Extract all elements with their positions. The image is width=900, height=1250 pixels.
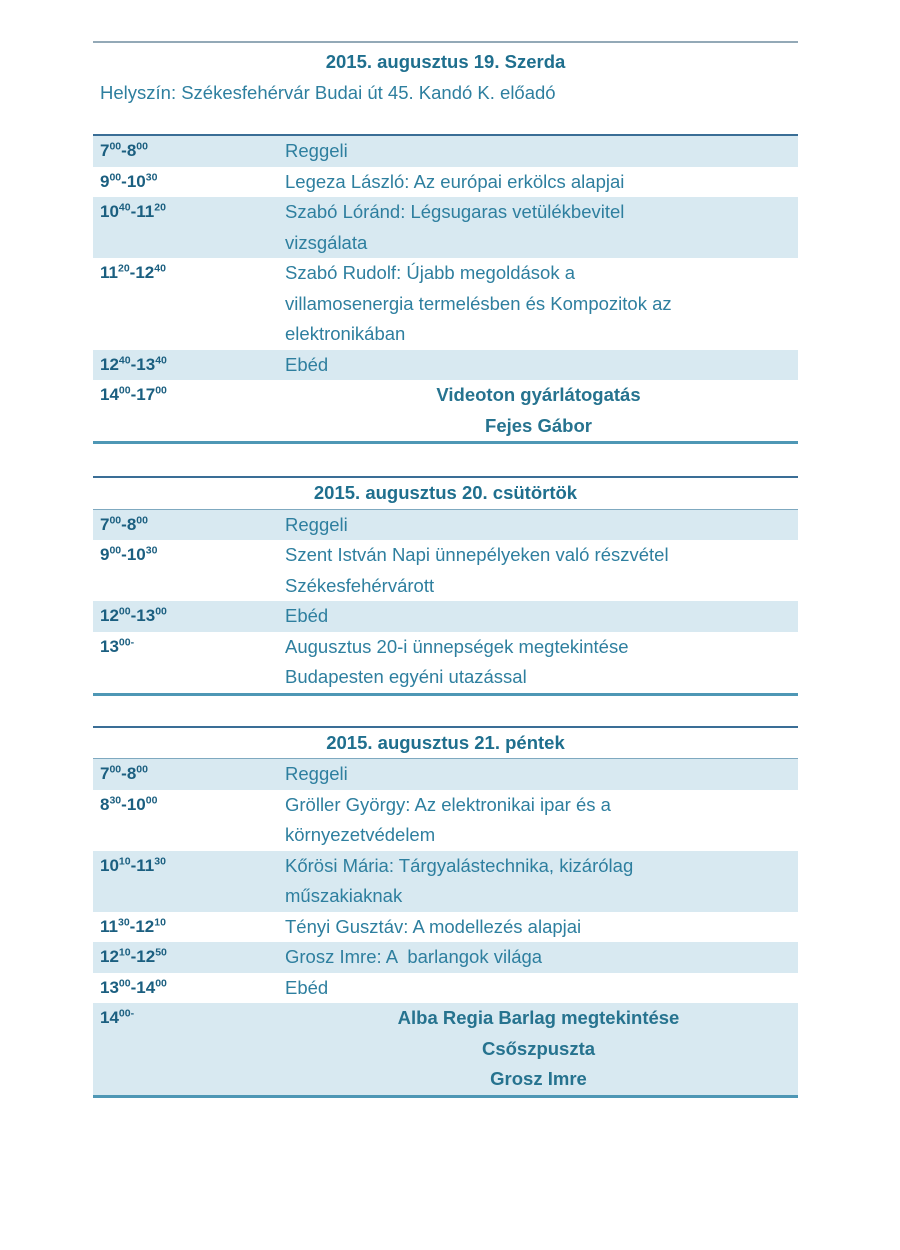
schedule-row <box>93 790 798 851</box>
time-end: -11 <box>130 202 155 221</box>
activity-line: Szabó Rudolf: Újabb megoldások a <box>285 262 576 283</box>
time-cell <box>93 632 285 693</box>
day-header-row <box>93 478 798 510</box>
time-end: -8 <box>121 764 137 783</box>
activity-cell <box>285 912 798 943</box>
activity-line: Budapesten egyéni utazással <box>285 666 527 687</box>
time-start-superscript: 00 <box>109 513 122 526</box>
activity-line: elektronikában <box>285 323 406 344</box>
time-start-superscript: 00 <box>118 976 131 989</box>
time-end: -13 <box>130 606 156 625</box>
day-title-aug21: 2015. augusztus 21. péntek <box>326 731 565 753</box>
activity-cell <box>285 197 798 258</box>
activity-cell <box>285 790 798 851</box>
time-end-superscript: 40 <box>154 262 166 275</box>
time-start-superscript: 00 <box>109 763 122 776</box>
time-end: -17 <box>130 385 156 404</box>
time-cell <box>93 350 285 381</box>
activity-line: Gröller György: Az elektronikai ipar és a <box>285 793 611 815</box>
activity-line: Augusztus 20-i ünnepségek megtekintése <box>285 635 629 657</box>
schedule-row <box>93 167 798 198</box>
time-start-superscript: 00 <box>109 140 122 153</box>
activity-cell <box>285 540 798 601</box>
time-start-superscript: 00 <box>118 605 131 618</box>
time-cell <box>93 942 285 973</box>
activity-line: Szent István Napi ünnepélyeken való részvétel <box>285 544 669 565</box>
time-end: -10 <box>121 171 146 191</box>
time-start-superscript: 00 <box>118 384 131 397</box>
time-end-superscript: 30 <box>145 170 158 183</box>
activity-line: villamosenergia termelésben és Kompozitok az <box>285 292 672 314</box>
time-end-superscript: 40 <box>155 353 167 366</box>
schedule-row <box>93 380 798 441</box>
time-end-superscript: 00 <box>136 513 148 526</box>
activity-line: Tényi Gusztáv: A modellezés alapjai <box>285 915 582 937</box>
time-end-superscript: 10 <box>154 915 166 928</box>
schedule-row <box>93 540 798 601</box>
schedule-row <box>93 851 798 912</box>
time-cell <box>93 136 285 167</box>
activity-line: Reggeli <box>285 513 348 535</box>
time-start: 14 <box>100 1008 119 1027</box>
time-start: 8 <box>100 794 110 814</box>
activity-cell <box>285 136 798 167</box>
schedule-row <box>93 973 798 1004</box>
time-start: 9 <box>100 171 110 191</box>
time-end: -13 <box>130 354 156 374</box>
time-end-superscript: 00 <box>145 793 158 806</box>
time-start: 7 <box>100 764 110 783</box>
schedule-row <box>93 601 798 632</box>
time-end: -8 <box>121 514 137 534</box>
time-cell <box>93 510 285 541</box>
time-start-superscript: 40 <box>118 201 131 214</box>
schedule-row <box>93 258 798 350</box>
time-start: 14 <box>100 385 119 404</box>
top-rule <box>93 41 798 43</box>
activity-line: Ebéd <box>285 976 329 998</box>
time-start: 12 <box>100 947 119 966</box>
time-cell <box>93 540 285 601</box>
activity-line: Grosz Imre: A barlangok világa <box>285 946 543 967</box>
activity-line: Szabó Lóránd: Légsugaras vetülékbevitel <box>285 201 625 222</box>
time-start: 13 <box>100 636 119 656</box>
time-cell <box>93 851 285 912</box>
activity-cell <box>285 973 798 1004</box>
activity-line: vizsgálata <box>285 231 368 253</box>
time-end-superscript: 20 <box>154 201 166 214</box>
activity-cell <box>285 258 798 350</box>
activity-cell <box>285 510 798 541</box>
time-start: 11 <box>100 916 118 936</box>
activity-line: Legeza László: Az európai erkölcs alapjai <box>285 170 625 192</box>
time-cell <box>93 601 285 632</box>
time-start-superscript: 30 <box>117 915 130 928</box>
schedule-table-aug19 <box>93 134 798 444</box>
time-start-superscript: 40 <box>118 353 131 366</box>
time-start: 12 <box>100 606 119 625</box>
day-header-row <box>93 728 798 760</box>
activity-cell <box>285 380 798 441</box>
time-end-superscript: 00 <box>155 384 167 397</box>
time-end: -12 <box>129 263 155 282</box>
time-start-superscript: 10 <box>118 854 131 867</box>
schedule-row <box>93 759 798 790</box>
activity-line: Alba Regia Barlag megtekintése <box>397 1007 680 1028</box>
day-title-aug19: 2015. augusztus 19. Szerda <box>325 51 566 72</box>
time-start: 9 <box>100 545 110 564</box>
schedule-table-aug20 <box>93 476 798 696</box>
time-start: 10 <box>100 855 119 875</box>
time-cell <box>93 258 285 350</box>
activity-line: műszakiaknak <box>285 885 403 906</box>
schedule-row <box>93 350 798 381</box>
time-start: 13 <box>100 977 119 997</box>
time-start-superscript: 00 <box>109 544 122 557</box>
schedule-row <box>93 632 798 693</box>
time-start: 10 <box>100 202 119 221</box>
schedule-row <box>93 942 798 973</box>
time-start-superscript: 30 <box>109 793 122 806</box>
time-cell <box>93 759 285 790</box>
activity-cell <box>285 601 798 632</box>
time-start-superscript: 00- <box>118 1007 135 1020</box>
activity-line: Reggeli <box>285 140 348 161</box>
activity-cell <box>285 851 798 912</box>
time-end-superscript: 30 <box>154 854 166 867</box>
activity-line: Videoton gyárlátogatás <box>436 384 641 405</box>
time-end: -11 <box>130 855 155 875</box>
time-start: 11 <box>100 263 118 282</box>
time-end: -14 <box>130 977 156 997</box>
time-end: -10 <box>121 794 146 814</box>
time-start-superscript: 00 <box>109 170 122 183</box>
time-end-superscript: 50 <box>155 946 167 959</box>
time-end: -12 <box>129 916 155 936</box>
time-cell <box>93 912 285 943</box>
activity-cell <box>285 632 798 693</box>
time-start: 7 <box>100 141 110 160</box>
location-line: Helyszín: Székesfehérvár Budai út 45. Kandó K. előadó <box>100 82 556 103</box>
schedule-table-aug21 <box>93 726 798 1098</box>
activity-line: Székesfehérvárott <box>285 574 435 596</box>
schedule-row <box>93 510 798 541</box>
activity-line: Grosz Imre <box>490 1068 587 1089</box>
time-end-superscript: 00 <box>155 605 167 618</box>
activity-line: Kőrösi Mária: Tárgyalástechnika, kizárólag <box>285 854 634 876</box>
time-cell <box>93 167 285 198</box>
schedule-row <box>93 136 798 167</box>
activity-cell <box>285 942 798 973</box>
activity-line: Csőszpuszta <box>481 1037 596 1059</box>
time-cell <box>93 380 285 441</box>
time-cell <box>93 790 285 851</box>
time-cell <box>93 1003 285 1095</box>
time-end: -10 <box>121 545 146 564</box>
time-end-superscript: 30 <box>145 544 158 557</box>
time-end-superscript: 00 <box>136 140 148 153</box>
activity-line: Reggeli <box>285 763 348 784</box>
time-start-superscript: 00- <box>118 635 135 648</box>
time-end-superscript: 00 <box>155 976 167 989</box>
schedule-row <box>93 1003 798 1095</box>
activity-line: Ebéd <box>285 605 329 626</box>
activity-line: Ebéd <box>285 353 329 375</box>
time-cell <box>93 197 285 258</box>
time-end: -12 <box>130 947 156 966</box>
time-start-superscript: 10 <box>118 946 131 959</box>
activity-cell <box>285 1003 798 1095</box>
activity-cell <box>285 350 798 381</box>
activity-cell <box>285 759 798 790</box>
time-end-superscript: 00 <box>136 763 148 776</box>
time-end: -8 <box>121 141 137 160</box>
time-start: 12 <box>100 354 119 374</box>
schedule-row <box>93 197 798 258</box>
day-title-aug20: 2015. augusztus 20. csütörtök <box>313 482 578 503</box>
time-start-superscript: 20 <box>117 262 130 275</box>
time-start: 7 <box>100 514 110 534</box>
time-cell <box>93 973 285 1004</box>
activity-line: környezetvédelem <box>285 824 436 845</box>
schedule-row <box>93 912 798 943</box>
activity-line: Fejes Gábor <box>485 414 592 436</box>
activity-cell <box>285 167 798 198</box>
